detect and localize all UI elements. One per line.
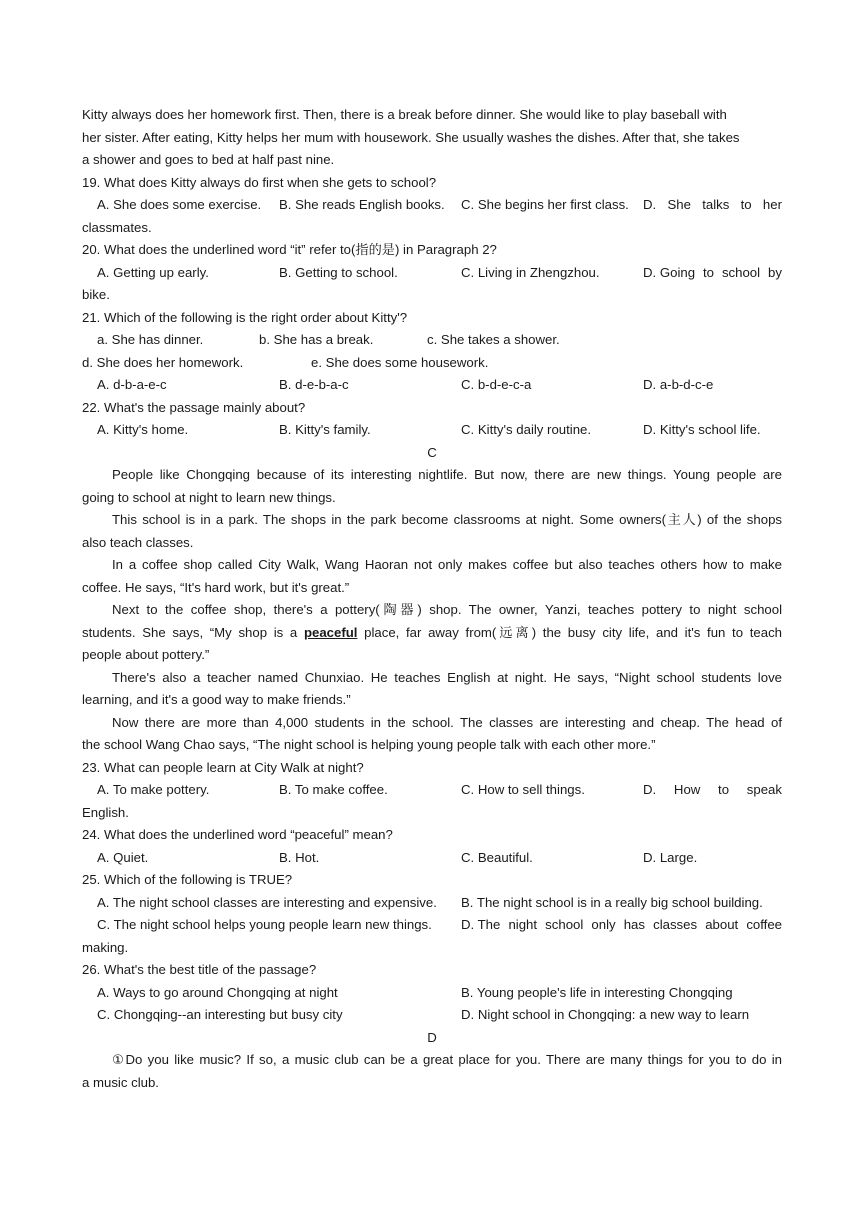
option-b: B. Getting to school.	[279, 264, 398, 280]
question-25	[82, 869, 782, 959]
option-d: D. The night school only has classes about coffee	[461, 917, 782, 932]
question-stem: 22. What's the passage mainly about?	[82, 399, 306, 415]
question-stem: 26. What's the best title of the passage?	[82, 962, 317, 977]
question-stem: 21. Which of the following is the right order about Kitty'?	[82, 309, 408, 325]
paragraph-line: people about pottery.”	[82, 647, 210, 662]
paragraph-line: coffee. He says, “It's hard work, but it's great.”	[82, 579, 350, 595]
paragraph-line: Now there are more than 4,000 students in the school. The classes are interesting and cheap. The head of	[112, 714, 782, 730]
option-d: D. Kitty's school life.	[643, 422, 761, 437]
option-c: C. b-d-e-c-a	[461, 377, 532, 392]
question-stem: 24. What does the underlined word “peaceful” mean?	[82, 827, 393, 842]
option-c: C. Chongqing--an interesting but busy city	[97, 1007, 343, 1022]
option-d: D. Night school in Chongqing: a new way to learn	[461, 1007, 750, 1022]
option-a: A. To make pottery.	[97, 782, 210, 797]
option-b: B. To make coffee.	[279, 782, 388, 797]
option-a: A. Quiet.	[97, 849, 149, 865]
question-23	[82, 757, 782, 825]
item-c: c. She takes a shower.	[427, 332, 560, 347]
option-c: C. Beautiful.	[461, 849, 533, 865]
option-b: B. Kitty's family.	[279, 422, 371, 437]
options-row	[82, 892, 782, 915]
option-d-continued: making.	[82, 939, 129, 955]
question-20	[82, 239, 782, 307]
options-row	[82, 847, 782, 870]
items-row	[82, 352, 782, 375]
paragraph-line: People like Chongqing because of its interesting nightlife. But now, there are new things. Young people are	[112, 467, 782, 482]
options-row	[82, 374, 782, 397]
question-stem: 19. What does Kitty always do first when she gets to school?	[82, 174, 437, 190]
item-e: e. She does some housework.	[311, 354, 489, 370]
paragraph-line: the school Wang Chao says, “The night school is helping young people talk with each other more.”	[82, 737, 656, 752]
option-a: A. d-b-a-e-c	[97, 377, 167, 392]
option-c: C. How to sell things.	[461, 782, 585, 797]
option-d-continued: classmates.	[82, 219, 152, 235]
option-c: C. Kitty's daily routine.	[461, 422, 592, 437]
option-c: C. She begins her first class.	[461, 197, 629, 212]
paragraph-line: going to school at night to learn new things.	[82, 489, 336, 505]
option-d: D. How to speak	[643, 782, 782, 797]
options-row	[82, 419, 782, 442]
question-26	[82, 959, 782, 1027]
text-line: Kitty always does her homework first. Then, there is a break before dinner. She would like to play baseball with	[82, 107, 727, 122]
question-stem: 25. Which of the following is TRUE?	[82, 872, 293, 887]
option-b: B. The night school is in a really big school building.	[461, 894, 763, 910]
text-line: a shower and goes to bed at half past nine.	[82, 152, 335, 167]
paragraph-line: learning, and it's a good way to make friends.”	[82, 692, 351, 707]
passage-b-ending	[82, 104, 782, 172]
option-b: B. d-e-b-a-c	[279, 377, 349, 392]
option-d-continued: English.	[82, 804, 129, 820]
item-b: b. She has a break.	[259, 332, 374, 347]
item-d: d. She does her homework.	[82, 354, 244, 370]
option-d: D. She talks to her	[643, 197, 782, 212]
paragraph-line: also teach classes.	[82, 534, 194, 550]
option-a: A. The night school classes are interesting and expensive.	[97, 894, 437, 910]
option-a: A. Ways to go around Chongqing at night	[97, 984, 338, 1000]
options-row	[82, 914, 782, 937]
options-row	[82, 982, 782, 1005]
question-21	[82, 307, 782, 397]
paragraph-line: Next to the coffee shop, there's a pottery(陶器) shop. The owner, Yanzi, teaches pottery to night school	[112, 602, 782, 617]
paragraph-line: ①Do you like music? If so, a music club can be a great place for you. There are many things for you to do in	[112, 1052, 782, 1067]
item-a: a. She has dinner.	[97, 332, 204, 347]
options-row	[82, 194, 782, 217]
option-a: A. Getting up early.	[97, 264, 209, 280]
underlined-word: peaceful	[303, 624, 358, 640]
option-a: A. She does some exercise.	[97, 197, 262, 212]
question-stem: 23. What can people learn at City Walk at night?	[82, 759, 364, 775]
question-22	[82, 397, 782, 442]
paragraph-line: There's also a teacher named Chunxiao. He teaches English at night. He says, “Night school students love	[112, 669, 782, 685]
paragraph-line: students. She says, “My shop is a peaceful place, far away from(远离) the busy city life, and it's fun to teach	[82, 624, 782, 640]
option-d: D. Large.	[643, 849, 698, 865]
question-19	[82, 172, 782, 240]
section-heading: C	[427, 444, 437, 460]
exam-page	[82, 104, 782, 1094]
option-b: B. Hot.	[279, 849, 320, 865]
options-row	[82, 1004, 782, 1027]
question-stem: 20. What does the underlined word “it” refer to(指的是) in Paragraph 2?	[82, 242, 497, 257]
paragraph-line: This school is in a park. The shops in the park become classrooms at night. Some owners(主人) of the shops	[112, 512, 782, 527]
text-line: her sister. After eating, Kitty helps her mum with housework. She usually washes the dishes. After that, she takes	[82, 129, 740, 145]
option-c: C. Living in Zhengzhou.	[461, 264, 600, 280]
paragraph-line: a music club.	[82, 1074, 159, 1090]
section-heading: D	[427, 1029, 437, 1045]
items-row	[82, 329, 782, 352]
options-row	[82, 262, 782, 285]
option-d: D. Going to school by	[643, 264, 782, 280]
question-24	[82, 824, 782, 869]
paragraph-line: In a coffee shop called City Walk, Wang Haoran not only makes coffee but also teaches others how to make	[112, 557, 782, 572]
section-d	[82, 1027, 782, 1095]
option-c: C. The night school helps young people learn new things.	[97, 917, 432, 932]
option-d: D. a-b-d-c-e	[643, 377, 714, 392]
option-d-continued: bike.	[82, 287, 110, 302]
option-b: B. She reads English books.	[279, 197, 445, 212]
option-b: B. Young people's life in interesting Chongqing	[461, 984, 733, 1000]
section-c	[82, 442, 782, 757]
options-row	[82, 779, 782, 802]
option-a: A. Kitty's home.	[97, 422, 189, 437]
